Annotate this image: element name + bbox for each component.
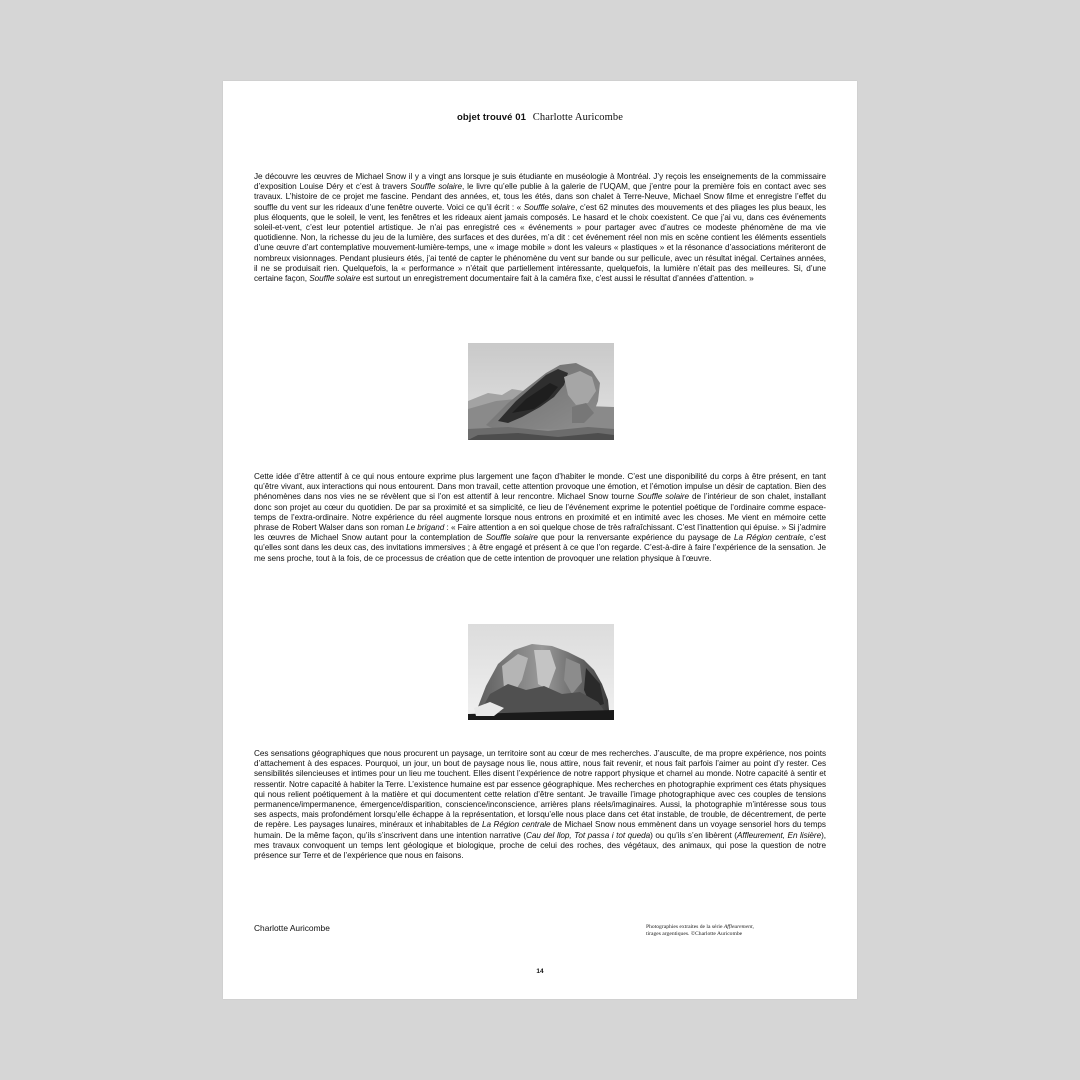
author-signature: Charlotte Auricombe	[254, 923, 330, 933]
text-run: , c’est 62 minutes des mouvements et des pliages les plus beaux, les plus éloquents, que le soleil, le vent, les fenêtres et les rideaux aient jamais composés. Le hasard et le choix coexistent. Ce que j’ai vu, dans ces événements soleil-et-vent, c’est leur potentiel artistique. Je n’ai pas enregistré ces « événements » pour partager avec d’autres ce modeste phénomène de ma vie quotidienne. Non, la richesse du jeu de la lumière, des surfaces et des durées, m’a dit : cet événement réel non mis en scène contient les éléments essentiels d’une œuvre d’art contemplative mouvement-lumière-temps, une « image mobile » dont les valeurs « plastiques » et la résonance d’associations mériteront de nombreux visionnages. Pendant plusieurs étés, j’ai tenté de capter le phénomène du vent sur bande ou sur pellicule, avec un résultat inégal. Certaines années, il ne se produisait rien. Quelquefois, la « performance » n’était que partiellement intéressante, quelquefois, la lumière n’était pas des meilleures. Si, d’une certaine façon,	[254, 202, 827, 284]
italic-title: Le brigand	[406, 523, 445, 533]
paragraph-2	[254, 472, 826, 564]
italic-title: Souffle solaire	[485, 533, 538, 543]
header-author: Charlotte Auricombe	[532, 112, 624, 123]
text-run: de l’intérieur de son chalet, installant donc son projet au cœur du quotidien. De par sa proximité et sa simplicité, ce lieu de l’événement exprime le potentiel poétique de l’ordinaire comme espace-temps de l’extra-ordinaire. Notre expérience du réel augmente lorsque nous entrons en proximité et en intimité avec les choses. Me vient en mémoire cette phrase de Robert Walser dans son roman	[254, 492, 826, 533]
text-run: Ces sensations géographiques que nous procurent un paysage, un territoire sont au cœur de mes recherches. J’ausculte, de ma propre expérience, nos points d’attachement à des espaces. Pourquoi, un jour, un bout de paysage nous lie, nous attire, nous fait revenir, et nous fait parfois l’aimer au point d’y rester. Ces sensibilités silencieuses et intimes pour un lieu me touchent. Elles disent l’expérience de notre rapport physique et charnel au monde. Notre capacité à sentir et ressentir. Notre capacité à habiter la Terre. L’existence humaine est par essence géographique. Mes recherches en photographie expriment ces états physiques qui nous relient poétiquement à la matière et qui documentent cette relation d’être sentant. Je travaille l’image photographique avec ces couples de tensions permanence/impermanence, émergence/disparition, conscience/inconscience, arrières plans réels/imaginaires. Aussi, la photographie m’intéresse sous tous ses aspects, mais profondément lorsqu’elle échappe à la représentation, et lorsqu’elle nous place dans cet état instable, de trouble, de décentrement, de perte de repère. Les paysages lunaires, minéraux et inhabitables de	[254, 749, 826, 830]
page-header	[223, 112, 857, 123]
text-run: ), mes travaux convoquent un temps lent géologique et biologique, proche de celui des roches, des végétaux, des animaux, qui pose la question de notre présence sur Terre et de l’expérience que nous en faisons.	[254, 830, 826, 861]
text-run: ) ou qu’ils s’en libèrent (	[650, 830, 737, 840]
paragraph-1	[254, 172, 826, 284]
italic-title: La Région centrale	[481, 820, 551, 830]
italic-title: Souffle solaire	[410, 182, 462, 192]
text-run: Cette idée d’être attentif à ce qui nous entoure exprime plus largement une façon d’habiter le monde. C’est une disponibilité du corps à être présent, en tant qu’être vivant, aux interactions qui nous entourent. Dans mon travail, cette attention provoque une émotion, et l’émotion impulse un désir de captation. Bien des phénomènes dans nos vies ne se révèlent que si l’on est attentif à leur rencontre. Michael Snow tourne	[254, 472, 826, 502]
text-run: : « Faire attention a en soi quelque chose de très rafraîchissant. C’est l’inattention qui épuise. » Si j’admire les œuvres de Michael Snow autant pour la contemplation de	[254, 523, 826, 543]
photo-caption	[646, 924, 754, 938]
italic-title: Affleurement, En lisière	[736, 830, 822, 840]
rock-cliff-photo	[468, 624, 614, 720]
caption-suffix: ,	[752, 924, 754, 930]
italic-title: Souffle solaire	[523, 202, 576, 212]
text-run: Je découvre les œuvres de Michael Snow il y a vingt ans lorsque je suis étudiante en muséologie à Montréal. J’y reçois les enseignements de la commissaire d’exposition Louise Déry et c’est à travers	[254, 172, 826, 192]
caption-series: Affleurement	[723, 924, 753, 930]
document-page	[223, 81, 857, 999]
text-run: , c’est qu’elles sont dans les deux cas, des invitations immersives ; à être engagé et présent à ce que l’on regarde. C’est-à-dire à faire l’expérience de la sensation. Je me sens proche, tout à la fois, de ce processus de création que de cette intention de provoquer une relation physique à l’œuvre.	[254, 533, 826, 563]
text-run: de Michael Snow nous emmènent dans un voyage sensoriel hors du temps humain. De la même façon, qu’ils s’inscrivent dans une intention narrative (	[254, 820, 826, 840]
caption-line-2: tirages argentiques. ©Charlotte Auricombe	[646, 931, 743, 937]
page-number: 14	[536, 968, 544, 975]
series-title: objet trouvé 01	[456, 112, 527, 123]
text-run: que pour la renversante expérience du paysage de	[537, 533, 735, 543]
italic-title: La Région centrale	[734, 533, 804, 543]
italic-title: Souffle solaire	[309, 274, 361, 284]
rock-cliff-photo-icon	[468, 624, 614, 720]
italic-title: Souffle solaire	[637, 492, 690, 502]
rock-outcrop-with-shrubs-photo-icon	[468, 343, 614, 440]
text-run: , le livre qu’elle publie à la galerie de l’UQAM, que j’entre pour la première fois en contact avec ses travaux. L’histoire de ce projet me fascine. Pendant des années, et, tous les étés, dans son chalet à Terre-Neuve, Michael Snow filme et enregistre l’effet du souffle du vent sur les rideaux d’une fenêtre ouverte. Voici ce qu’il écrit : «	[254, 182, 827, 212]
caption-prefix: Photographies extraites de la série	[646, 924, 724, 930]
text-run: est surtout un enregistrement documentaire fait à la caméra fixe, c’est aussi le résultat d’années d’attention. »	[360, 274, 754, 284]
italic-title: Cau del llop, Tot passa i tot queda	[526, 830, 651, 840]
paragraph-3	[254, 749, 826, 861]
rock-outcrop-photo	[468, 343, 614, 440]
